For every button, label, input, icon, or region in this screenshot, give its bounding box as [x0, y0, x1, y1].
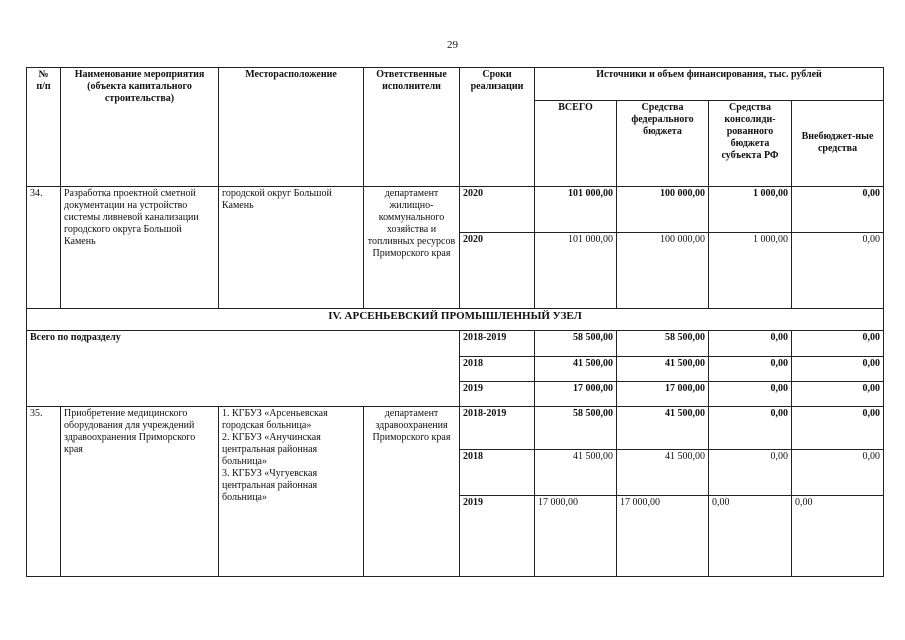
subtotal-extra: 0,00	[792, 382, 884, 407]
subtotal-federal: 17 000,00	[617, 382, 709, 407]
row35-year: 2018-2019	[460, 406, 535, 449]
section-title: IV. АРСЕНЬЕВСКИЙ ПРОМЫШЛЕННЫЙ УЗЕЛ	[27, 308, 884, 331]
row35-total: 58 500,00	[535, 406, 617, 449]
row34-year: 2020	[460, 232, 535, 308]
row35-federal: 41 500,00	[617, 449, 709, 495]
row34-consolidated: 1 000,00	[709, 232, 792, 308]
subtotal-consolidated: 0,00	[709, 382, 792, 407]
subtotal-federal: 41 500,00	[617, 356, 709, 382]
header-row	[27, 68, 884, 101]
subtotal-total: 58 500,00	[535, 331, 617, 357]
header-executors: Ответственные исполнители	[364, 68, 460, 187]
header-total: ВСЕГО	[535, 100, 617, 186]
header-sources: Источники и объем финансирования, тыс. рублей	[535, 68, 884, 101]
subtotal-consolidated: 0,00	[709, 356, 792, 382]
table-row	[27, 406, 884, 449]
row35-federal: 41 500,00	[617, 406, 709, 449]
row35-extra: 0,00	[792, 406, 884, 449]
subtotal-label: Всего по подразделу	[27, 331, 460, 407]
row35-extra: 0,00	[792, 496, 884, 577]
subtotal-row	[27, 331, 884, 357]
row35-year: 2018	[460, 449, 535, 495]
header-location: Месторасположение	[219, 68, 364, 187]
row35-consolidated: 0,00	[709, 406, 792, 449]
financing-table	[26, 67, 884, 577]
page-number: 29	[447, 39, 458, 51]
row35-year: 2019	[460, 496, 535, 577]
row34-num: 34.	[27, 186, 61, 308]
subtotal-federal: 58 500,00	[617, 331, 709, 357]
row35-total: 17 000,00	[535, 496, 617, 577]
header-name: Наименование мероприятия (объекта капитального строительства)	[61, 68, 219, 187]
row34-name: Разработка проектной сметной документации на устройство системы ливневой канализации городского округа Большой Камень	[61, 186, 219, 308]
subtotal-total: 17 000,00	[535, 382, 617, 407]
subtotal-total: 41 500,00	[535, 356, 617, 382]
subtotal-year: 2018	[460, 356, 535, 382]
header-num: № п/п	[27, 68, 61, 187]
row35-name: Приобретение медицинского оборудования для учреждений здравоохранения Приморского края	[61, 406, 219, 576]
row35-total: 41 500,00	[535, 449, 617, 495]
row35-executor: департамент здравоохранения Приморского края	[364, 406, 460, 576]
row34-consolidated: 1 000,00	[709, 186, 792, 232]
subtotal-extra: 0,00	[792, 331, 884, 357]
row34-total: 101 000,00	[535, 186, 617, 232]
row34-year: 2020	[460, 186, 535, 232]
row35-federal: 17 000,00	[617, 496, 709, 577]
header-federal: Средства федерального бюджета	[617, 100, 709, 186]
row35-consolidated: 0,00	[709, 449, 792, 495]
row35-num: 35.	[27, 406, 61, 576]
row34-location: городской округ Большой Камень	[219, 186, 364, 308]
section-row	[27, 308, 884, 331]
header-consolidated: Средства консолиди-рованного бюджета субъекта РФ	[709, 100, 792, 186]
header-extrabudget: Внебюджет-ные средства	[792, 100, 884, 186]
row34-extra: 0,00	[792, 232, 884, 308]
header-terms: Сроки реализации	[460, 68, 535, 187]
subtotal-consolidated: 0,00	[709, 331, 792, 357]
subtotal-year: 2018-2019	[460, 331, 535, 357]
row34-federal: 100 000,00	[617, 232, 709, 308]
row35-consolidated: 0,00	[709, 496, 792, 577]
row34-total: 101 000,00	[535, 232, 617, 308]
row34-extra: 0,00	[792, 186, 884, 232]
table-row	[27, 186, 884, 232]
row34-executor: департамент жилищно-коммунального хозяйства и топливных ресурсов Приморского края	[364, 186, 460, 308]
subtotal-year: 2019	[460, 382, 535, 407]
row34-federal: 100 000,00	[617, 186, 709, 232]
row35-extra: 0,00	[792, 449, 884, 495]
subtotal-extra: 0,00	[792, 356, 884, 382]
row35-location: 1. КГБУЗ «Арсеньевская городская больница» 2. КГБУЗ «Анучинская центральная районная больница» 3. КГБУЗ «Чугуевская центральная районная больница»	[219, 406, 364, 576]
